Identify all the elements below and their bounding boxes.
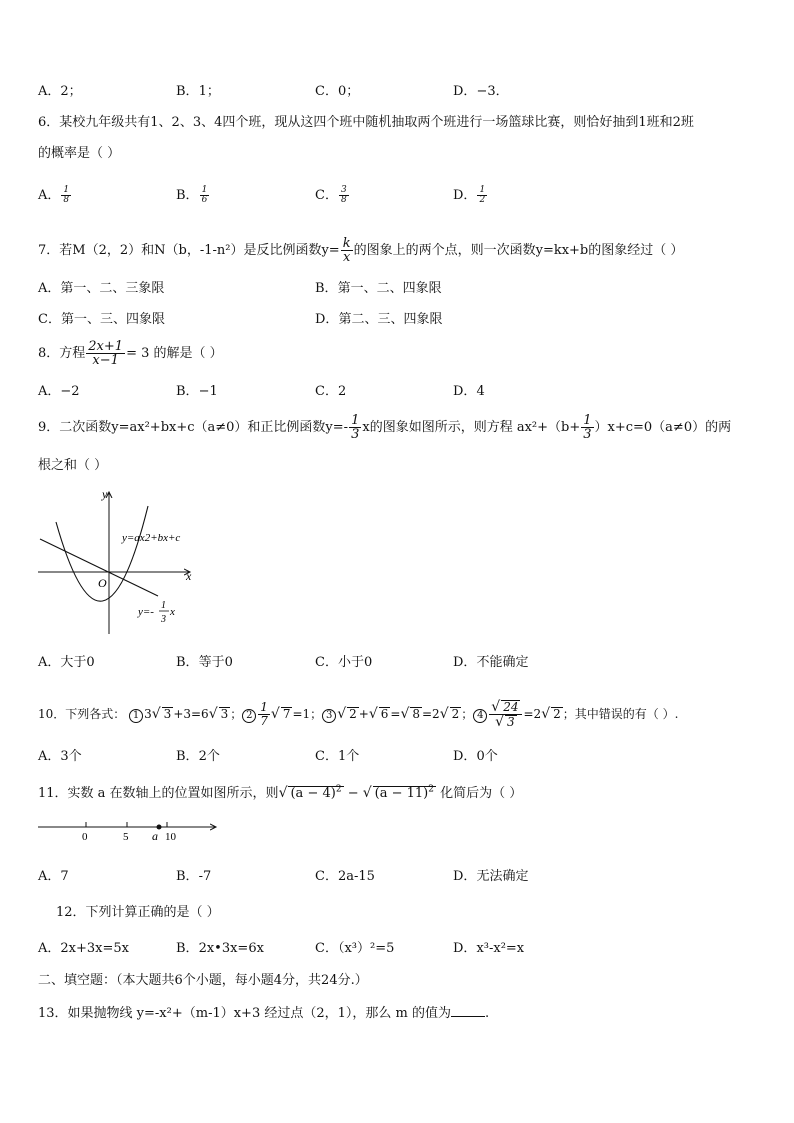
- q6-stem-line2: 的概率是（ ）: [38, 146, 121, 161]
- q8-option-a[interactable]: A．−2: [38, 384, 80, 399]
- q8-option-b[interactable]: B．−1: [176, 384, 218, 399]
- q11-option-b[interactable]: B．-7: [176, 869, 212, 884]
- q6-option-d[interactable]: D． $\frac{1}{2}$: [453, 185, 486, 205]
- q11-option-c[interactable]: C．2a-15: [315, 869, 375, 884]
- q9-option-d[interactable]: D．不能确定: [453, 655, 529, 670]
- point-label-a: a: [152, 829, 158, 843]
- q13-stem: 13．如果抛物线 y=-x²+（m-1）x+3 经过点（2，1），那么 m 的值为 .: [38, 1006, 490, 1021]
- q12-option-d[interactable]: D．x³-x²=x: [453, 941, 525, 956]
- q7-option-d[interactable]: D．第二、三、四象限: [315, 312, 443, 327]
- parabola-label: y=ax2+bx+c: [122, 532, 181, 544]
- tick-label-5: 5: [123, 831, 129, 843]
- section-heading-fill-in: 二、填空题：（本大题共6个小题，每小题4分，共24分.）: [38, 973, 368, 988]
- q11-stem: 11．实数 a 在数轴上的位置如图所示，则√ $(a - 4)^2$ − √ $(a - 11)^2$ 化简后为（ ）: [38, 784, 523, 801]
- q13-answer-blank[interactable]: [451, 1004, 485, 1017]
- q5-option-d[interactable]: D．−3．: [453, 84, 509, 99]
- line-label-num: 1: [161, 600, 166, 611]
- q7-option-b[interactable]: B．第一、二、四象限: [315, 281, 442, 296]
- q11-number-line: [36, 818, 226, 848]
- q9-graph: [30, 484, 210, 644]
- q9-option-b[interactable]: B．等于0: [176, 655, 233, 670]
- q8-option-c[interactable]: C．2: [315, 384, 347, 399]
- q7-stem: 7．若M（2，2）和N（b，-1-n²）是反比例函数y= $\frac{k}{x}$ 的图象上的两个点，则一次函数y=kx+b的图象经过（ ）: [38, 236, 684, 265]
- q7-option-c[interactable]: C．第一、三、四象限: [38, 312, 165, 327]
- q6-option-b[interactable]: B． $\frac{1}{6}$: [176, 185, 208, 205]
- q7-option-a[interactable]: A．第一、二、三象限: [38, 281, 165, 296]
- y-axis-label: y: [102, 487, 108, 501]
- q10-option-c[interactable]: C．1个: [315, 749, 360, 764]
- line-label-suffix: x: [170, 606, 175, 618]
- q11-option-a[interactable]: A．7: [38, 869, 69, 884]
- q12-option-a[interactable]: A．2x+3x=5x: [38, 941, 129, 956]
- x-axis-label: x: [186, 569, 192, 583]
- line-label-prefix: y=-: [138, 606, 154, 618]
- q9-stem-line2: 根之和（ ）: [38, 458, 108, 473]
- q9-option-c[interactable]: C．小于0: [315, 655, 373, 670]
- q10-option-d[interactable]: D．0个: [453, 749, 498, 764]
- q11-option-d[interactable]: D．无法确定: [453, 869, 529, 884]
- q5-option-a[interactable]: A．2；: [38, 84, 82, 99]
- origin-label: O: [98, 576, 107, 590]
- tick-label-10: 10: [165, 831, 176, 843]
- q5-option-b[interactable]: B．1；: [176, 84, 220, 99]
- q10-stem: 10．下列各式： 1 3√ 3 +3=6√ 3 ； 2 $\frac{1}{7}$ √ 7 =1； 3 √ 2 +√ 6 =√ 8 =2√ 2 ； 4 $\frac{√ 24}{√ 3}$ =2√ 2 ；其中错误的有（ ）.: [38, 699, 679, 730]
- q10-option-a[interactable]: A．3个: [38, 749, 82, 764]
- line-label-den: 3: [161, 614, 166, 625]
- q6-option-a[interactable]: A． $\frac{1}{8}$: [38, 185, 70, 205]
- q5-option-c[interactable]: C．0；: [315, 84, 360, 99]
- q12-option-c[interactable]: C．（x³）²=5: [315, 941, 395, 956]
- q10-option-b[interactable]: B．2个: [176, 749, 220, 764]
- q6-option-c[interactable]: C． $\frac{3}{8}$: [315, 185, 347, 205]
- q8-option-d[interactable]: D．4: [453, 384, 485, 399]
- q9-stem: 9．二次函数y=ax²+bx+c（a≠0）和正比例函数y=- $\frac{1}{3}$ x的图象如图所示，则方程 ax²+（b+ $\frac{1}{3}$ ）x+c=0（a≠0）的两: [38, 413, 732, 442]
- q8-stem: 8．方程 $\frac{2x+1}{x-1}$ = 3 的解是（ ）: [38, 339, 223, 368]
- q9-option-a[interactable]: A．大于0: [38, 655, 95, 670]
- tick-label-0: 0: [82, 831, 88, 843]
- q6-stem-line1: 6．某校九年级共有1、2、3、4四个班，现从这四个班中随机抽取两个班进行一场篮球比赛，则恰好抽到1班和2班: [38, 115, 694, 130]
- q12-option-b[interactable]: B．2x•3x=6x: [176, 941, 264, 956]
- q12-stem: 12．下列计算正确的是（ ）: [56, 905, 220, 920]
